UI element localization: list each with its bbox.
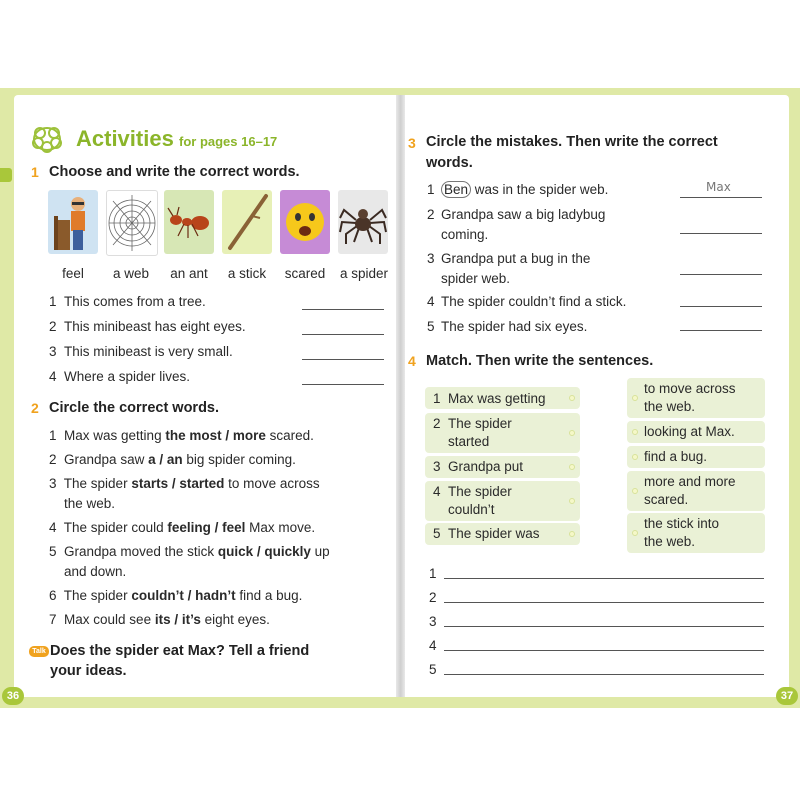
write-line[interactable]	[444, 674, 764, 675]
page-number-right: 37	[776, 687, 798, 705]
match-left-item-4[interactable]	[425, 481, 580, 521]
match-left-item-2[interactable]	[425, 413, 580, 453]
word-feel: feel	[62, 266, 84, 281]
ex2-item-number: 5	[49, 544, 57, 559]
write-line-number: 5	[429, 662, 437, 677]
ex3-item-number: 2	[427, 207, 435, 222]
write-line-number: 2	[429, 590, 437, 605]
ex2-choice[interactable]: starts / started	[131, 476, 225, 491]
word-a-stick: a stick	[227, 266, 267, 281]
match-dot[interactable]	[632, 395, 638, 401]
ex1-item-number: 4	[49, 369, 57, 384]
answer-line[interactable]	[302, 384, 384, 385]
write-line[interactable]	[444, 626, 764, 627]
exercise-2-heading: Circle the correct words.	[49, 400, 220, 416]
write-line[interactable]	[444, 578, 764, 579]
answer-line[interactable]	[302, 334, 384, 335]
ex3-text: was in the spider web.	[471, 182, 609, 197]
ex2-item-4	[49, 520, 315, 535]
ex2-text: to move across	[224, 476, 320, 491]
ex2-choice[interactable]: its / it’s	[154, 612, 201, 627]
ex3-item-text: Grandpa saw a big ladybug	[441, 207, 606, 222]
word-a-web: a web	[112, 266, 150, 281]
match-number: 4	[433, 484, 441, 499]
match-text: Max was getting	[448, 391, 546, 406]
match-text: The spider	[448, 484, 512, 499]
word-a-spider: a spider	[339, 266, 389, 281]
ex2-text: The spider	[63, 476, 132, 491]
match-dot[interactable]	[569, 430, 575, 436]
write-line-number: 1	[429, 566, 437, 581]
ex2-text: big spider coming.	[182, 452, 296, 467]
match-left-item-5[interactable]	[425, 523, 580, 545]
exercise-4-heading: Match. Then write the sentences.	[426, 353, 654, 369]
page-title: Activities	[76, 126, 174, 151]
answer-line[interactable]	[680, 306, 762, 307]
ex1-item-number: 1	[49, 294, 57, 309]
ex2-item-7	[49, 612, 270, 627]
flower-icon	[30, 124, 64, 154]
match-right-item-5[interactable]	[627, 513, 765, 553]
match-dot[interactable]	[569, 531, 575, 537]
match-dot[interactable]	[569, 395, 575, 401]
match-text: looking at Max.	[644, 424, 735, 439]
ex1-item-text: This minibeast is very small.	[64, 344, 233, 359]
match-dot[interactable]	[632, 530, 638, 536]
left-page	[14, 95, 396, 697]
scared-face-picture	[280, 190, 330, 254]
write-line-number: 3	[429, 614, 437, 629]
ex2-item-number: 1	[49, 428, 57, 443]
stick-picture	[222, 190, 272, 254]
ex1-item-number: 2	[49, 319, 57, 334]
answer-line[interactable]	[680, 330, 762, 331]
answer-line[interactable]	[302, 359, 384, 360]
ex3-item-text: spider web.	[441, 271, 511, 286]
ex2-item-3	[49, 476, 320, 491]
ex2-item-6	[49, 588, 302, 603]
match-right-item-4[interactable]	[627, 471, 765, 511]
ex3-item-text: The spider had six eyes.	[441, 319, 588, 334]
ex2-text: Max was getting	[64, 428, 166, 443]
match-text: started	[448, 434, 490, 449]
ex3-item-text: Grandpa put a bug in the	[441, 251, 591, 266]
word-an-ant: an ant	[170, 266, 208, 281]
ex3-item-text: The spider couldn’t find a stick.	[441, 294, 627, 309]
match-text: The spider was	[448, 526, 540, 541]
ex2-continuation: the web.	[64, 496, 116, 511]
ex2-item-number: 2	[49, 452, 57, 467]
exercise-3-number: 3	[408, 135, 416, 151]
match-text: to move across	[644, 381, 736, 396]
exercise-3-heading-line2: words.	[426, 155, 473, 171]
match-text: scared.	[644, 492, 689, 507]
ex3-item-text: coming.	[441, 227, 489, 242]
page-subtitle: for pages 16–17	[179, 134, 278, 149]
ex2-item-number: 4	[49, 520, 57, 535]
match-text: the web.	[644, 399, 696, 414]
exercise-4-number: 4	[408, 353, 416, 369]
match-number: 5	[433, 526, 441, 541]
ex2-choice[interactable]: quick / quickly	[217, 544, 311, 559]
answer-line[interactable]	[680, 233, 762, 234]
ex2-continuation: and down.	[64, 564, 127, 579]
exercise-3-heading-line1: Circle the mistakes. Then write the correct	[426, 134, 718, 150]
match-number: 3	[433, 459, 441, 474]
match-dot[interactable]	[632, 429, 638, 435]
ex2-text: The spider could	[63, 520, 168, 535]
boy-chair-picture	[48, 190, 98, 254]
circled-word[interactable]: Ben	[441, 181, 471, 198]
ex2-choice[interactable]: couldn’t / hadn’t	[131, 588, 236, 603]
ex1-item-text: This comes from a tree.	[64, 294, 206, 309]
ex3-item-number: 4	[427, 294, 435, 309]
ex2-item-2	[49, 452, 296, 467]
match-right-item-2[interactable]	[627, 421, 765, 443]
handwritten-answer: Max	[706, 180, 731, 194]
ex2-choice[interactable]: a / an	[148, 452, 183, 467]
ex2-text: Max move.	[245, 520, 316, 535]
write-line[interactable]	[444, 650, 764, 651]
page-number-left: 36	[2, 687, 24, 705]
ex1-item-number: 3	[49, 344, 57, 359]
match-number: 2	[433, 416, 441, 431]
ex2-choice[interactable]: the most / more	[165, 428, 266, 443]
ex2-item-5	[49, 544, 330, 559]
ex2-item-1	[49, 428, 314, 443]
ex2-text: Grandpa saw	[64, 452, 149, 467]
match-text: couldn’t	[448, 502, 495, 517]
match-dot[interactable]	[632, 488, 638, 494]
answer-line[interactable]	[680, 274, 762, 275]
ex1-item-text: Where a spider lives.	[64, 369, 191, 384]
talk-badge: Talk	[29, 646, 49, 657]
ex3-item-number: 1	[427, 182, 435, 197]
exercise-2-number: 2	[31, 400, 39, 416]
match-number: 1	[433, 391, 441, 406]
exercise-1-number: 1	[31, 164, 39, 180]
side-tab-marker	[0, 168, 12, 182]
match-dot[interactable]	[632, 454, 638, 460]
match-right-item-1[interactable]	[627, 378, 765, 418]
match-text: Grandpa put	[448, 459, 524, 474]
ex2-item-number: 6	[49, 588, 57, 603]
ex2-text: up	[310, 544, 330, 559]
talk-prompt-line2: your ideas.	[50, 663, 127, 679]
ant-picture	[164, 190, 214, 254]
match-text: the web.	[644, 534, 696, 549]
match-left-item-1[interactable]	[425, 387, 580, 409]
ex3-item-number: 3	[427, 251, 435, 266]
word-scared: scared	[284, 266, 326, 281]
ex2-text: find a bug.	[235, 588, 303, 603]
match-dot[interactable]	[569, 464, 575, 470]
ex2-item-number: 3	[49, 476, 57, 491]
write-line[interactable]	[444, 602, 764, 603]
exercise-1-heading: Choose and write the correct words.	[49, 164, 300, 180]
match-text: The spider	[448, 416, 512, 431]
spider-picture	[338, 190, 388, 254]
ex3-item-text	[441, 182, 608, 197]
ex3-item-number: 5	[427, 319, 435, 334]
ex2-text: scared.	[265, 428, 314, 443]
ex2-text: Max could see	[64, 612, 155, 627]
spider-web-picture	[106, 190, 158, 256]
write-line-number: 4	[429, 638, 437, 653]
match-text: find a bug.	[644, 449, 708, 464]
ex2-text: Grandpa moved the stick	[64, 544, 218, 559]
ex1-item-text: This minibeast has eight eyes.	[64, 319, 246, 334]
ex2-choice[interactable]: feeling / feel	[167, 520, 246, 535]
answer-line[interactable]	[680, 197, 762, 198]
match-dot[interactable]	[569, 498, 575, 504]
match-left-item-3[interactable]	[425, 456, 580, 478]
book-gutter	[396, 95, 405, 697]
ex2-item-number: 7	[49, 612, 57, 627]
ex2-text: eight eyes.	[200, 612, 270, 627]
ex2-text: The spider	[63, 588, 132, 603]
match-text: the stick into	[644, 516, 720, 531]
match-right-item-3[interactable]	[627, 446, 765, 468]
match-text: more and more	[644, 474, 736, 489]
answer-line[interactable]	[302, 309, 384, 310]
talk-prompt-line1: Does the spider eat Max? Tell a friend	[50, 643, 310, 659]
